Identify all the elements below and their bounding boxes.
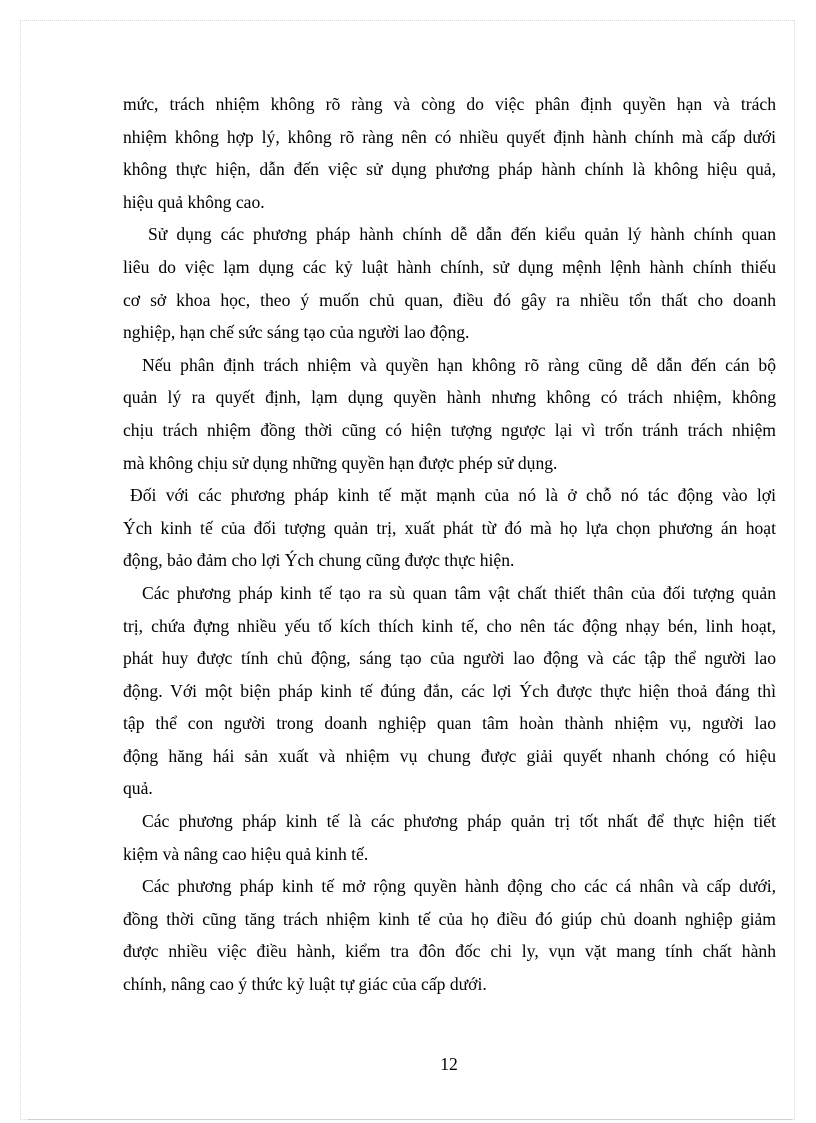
text-line: chính, nâng cao ý thức kỷ luật tự giác của cấp dưới. [123,974,487,995]
text-line: trị, chứa đựng nhiều yếu tố kích thích kinh tế, cho nên tác động nhạy bén, linh hoạt, [123,615,776,636]
text-line: mức, trách nhiệm không rõ ràng và còng do việc phân định quyền hạn và trách [123,94,776,114]
text-line: Đối với các phương pháp kinh tế mặt mạnh của nó là ở chỗ nó tác động vào lợi [130,485,776,506]
text-line: Các phương pháp kinh tế tạo ra sù quan tâm vật chất thiết thân của đối tượng quản [142,582,776,603]
document-body [123,88,776,1001]
text-line: quả. [123,778,153,799]
text-line: Ých kinh tế của đối tượng quản trị, xuất phát từ đó mà họ lựa chọn phương án hoạt [123,517,776,538]
text-line: cơ sở khoa học, theo ý muốn chủ quan, điều đó gây ra nhiều tổn thất cho doanh [123,289,776,310]
page-bottom-divider [28,1119,792,1120]
text-line: nhiệm không hợp lý, không rõ ràng nên có nhiều quyết định hành chính mà cấp dưới [123,126,776,147]
text-line: không thực hiện, dẫn đến việc sử dụng phương pháp hành chính là không hiệu quả, [123,159,776,180]
text-line: đồng thời cũng tăng trách nhiệm kinh tế của họ điều đó giúp chủ doanh nghiệp giảm [123,908,776,929]
text-line: động hăng hái sản xuất và nhiệm vụ chung được giải quyết nhanh chóng có hiệu [123,745,776,766]
text-line: hiệu quả không cao. [123,191,265,212]
page-number: 12 [440,1054,458,1074]
text-line: phát huy được tính chủ động, sáng tạo của người lao động và các tập thể người lao [123,648,776,669]
text-line: động. Với một biện pháp kinh tế đúng đắn, các lợi Ých được thực hiện thoả đáng thì [123,680,776,701]
text-line: kiệm và nâng cao hiệu quả kinh tế. [123,843,369,864]
text-line: chịu trách nhiệm đồng thời cũng có hiện tượng ngược lại vì trốn tránh trách nhiệm [123,419,776,440]
text-line: quản lý ra quyết định, lạm dụng quyền hành nhưng không có trách nhiệm, không [123,387,776,408]
text-line: Nếu phân định trách nhiệm và quyền hạn không rõ ràng cũng dễ dẫn đến cán bộ [142,354,776,375]
text-line: tập thể con người trong doanh nghiệp quan tâm hoàn thành nhiệm vụ, người lao [123,713,776,734]
text-line: liêu do việc lạm dụng các kỷ luật hành chính, sử dụng mệnh lệnh hành chính thiếu [123,256,776,277]
text-line: Sử dụng các phương pháp hành chính dễ dẫn đến kiểu quản lý hành chính quan [148,224,776,245]
text-line: nghiệp, hạn chế sức sáng tạo của người lao động. [123,322,470,343]
text-line: động, bảo đảm cho lợi Ých chung cũng được thực hiện. [123,550,515,571]
text-line: Các phương pháp kinh tế mở rộng quyền hành động cho các cá nhân và cấp dưới, [142,876,776,897]
text-line: Các phương pháp kinh tế là các phương pháp quản trị tốt nhất để thực hiện tiết [142,811,776,832]
text-line: mà không chịu sử dụng những quyền hạn được phép sử dụng. [123,452,558,473]
text-line: được nhiều việc điều hành, kiểm tra đôn đốc chi ly, vụn vặt mang tính chất hành [123,941,776,962]
